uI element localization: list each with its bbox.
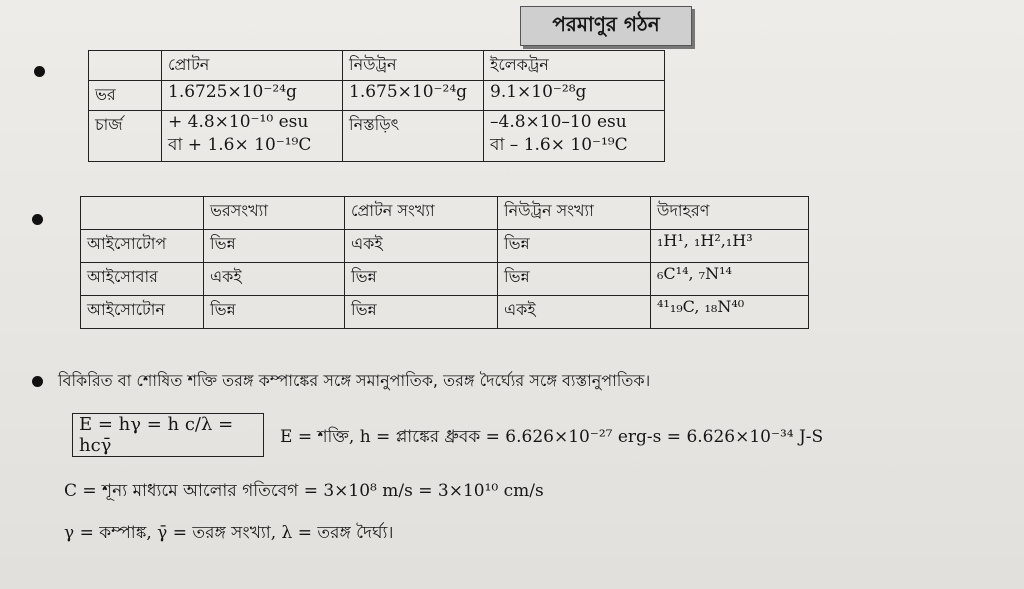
particle-table bbox=[88, 50, 665, 162]
t1-electron-charge-coulomb: বা – 1.6× 10⁻¹⁹C bbox=[490, 135, 628, 155]
energy-formula-box: E = hγ = h c/λ = hcγ̄ bbox=[72, 413, 264, 457]
t2-header-blank bbox=[81, 197, 204, 230]
t2-isotone-mass: ভিন্ন bbox=[204, 296, 345, 329]
t1-electron-mass: 9.1×10⁻²⁸g bbox=[484, 81, 665, 111]
t2-isobar-neutron: ভিন্ন bbox=[498, 263, 651, 296]
t1-electron-charge bbox=[484, 111, 665, 162]
t2-isotope-neutron: ভিন্ন bbox=[498, 230, 651, 263]
t1-header-blank bbox=[89, 51, 162, 81]
light-speed-line: C = শূন্য মাধ্যমে আলোর গতিবেগ = 3×10⁸ m/s = 3×10¹⁰ cm/s bbox=[64, 481, 544, 501]
symbols-line: γ = কম্পাঙ্ক, γ̄ = তরঙ্গ সংখ্যা, λ = তরঙ্গ দৈর্ঘ্য। bbox=[64, 523, 394, 543]
t1-header-proton: প্রোটন bbox=[162, 51, 343, 81]
t1-neutron-mass: 1.675×10⁻²⁴g bbox=[343, 81, 484, 111]
t2-header-proton-number: প্রোটন সংখ্যা bbox=[345, 197, 498, 230]
t2-isobar-mass: একই bbox=[204, 263, 345, 296]
t2-isotone-proton: ভিন্ন bbox=[345, 296, 498, 329]
t1-neutron-charge: নিস্তড়িৎ bbox=[343, 111, 484, 162]
t1-mass-label: ভর bbox=[89, 81, 162, 111]
t2-isotone-example: ⁴¹₁₉C, ₁₈N⁴⁰ bbox=[651, 296, 809, 329]
t1-header-neutron: নিউট্রন bbox=[343, 51, 484, 81]
bullet-3 bbox=[32, 376, 43, 387]
t2-isotope-label: আইসোটোপ bbox=[81, 230, 204, 263]
t1-proton-charge-coulomb: বা + 1.6× 10⁻¹⁹C bbox=[168, 135, 312, 155]
t2-isobar-proton: ভিন্ন bbox=[345, 263, 498, 296]
t2-isotone-label: আইসোটোন bbox=[81, 296, 204, 329]
t2-isotope-example: ₁H¹, ₁H²,₁H³ bbox=[651, 230, 809, 263]
t2-isotope-proton: একই bbox=[345, 230, 498, 263]
t2-isobar-label: আইসোবার bbox=[81, 263, 204, 296]
t1-proton-charge bbox=[162, 111, 343, 162]
bullet-2 bbox=[32, 214, 43, 225]
t1-proton-mass: 1.6725×10⁻²⁴g bbox=[162, 81, 343, 111]
t2-header-mass-number: ভরসংখ্যা bbox=[204, 197, 345, 230]
energy-statement: বিকিরিত বা শোষিত শক্তি তরঙ্গ কম্পাঙ্কের সঙ্গে সমানুপাতিক, তরঙ্গ দৈর্ঘ্যের সঙ্গে ব্যস্তানুপাতিক। bbox=[58, 371, 651, 390]
t2-isotone-neutron: একই bbox=[498, 296, 651, 329]
isotope-table bbox=[80, 196, 809, 329]
t1-electron-charge-esu: –4.8×10–10 esu bbox=[490, 112, 627, 132]
t1-charge-label: চার্জ bbox=[89, 111, 162, 162]
t2-isobar-example: ₆C¹⁴, ₇N¹⁴ bbox=[651, 263, 809, 296]
t1-header-electron: ইলেকট্রন bbox=[484, 51, 665, 81]
t1-proton-charge-esu: + 4.8×10⁻¹⁰ esu bbox=[168, 112, 309, 132]
bullet-1 bbox=[34, 66, 45, 77]
t2-isotope-mass: ভিন্ন bbox=[204, 230, 345, 263]
t2-header-neutron-number: নিউট্রন সংখ্যা bbox=[498, 197, 651, 230]
energy-formula-description: E = শক্তি, h = প্লাঙ্কের ধ্রুবক = 6.626×10⁻²⁷ erg-s = 6.626×10⁻³⁴ J-S bbox=[280, 427, 824, 447]
page-title: পরমাণুর গঠন bbox=[520, 6, 692, 46]
t2-header-example: উদাহরণ bbox=[651, 197, 809, 230]
